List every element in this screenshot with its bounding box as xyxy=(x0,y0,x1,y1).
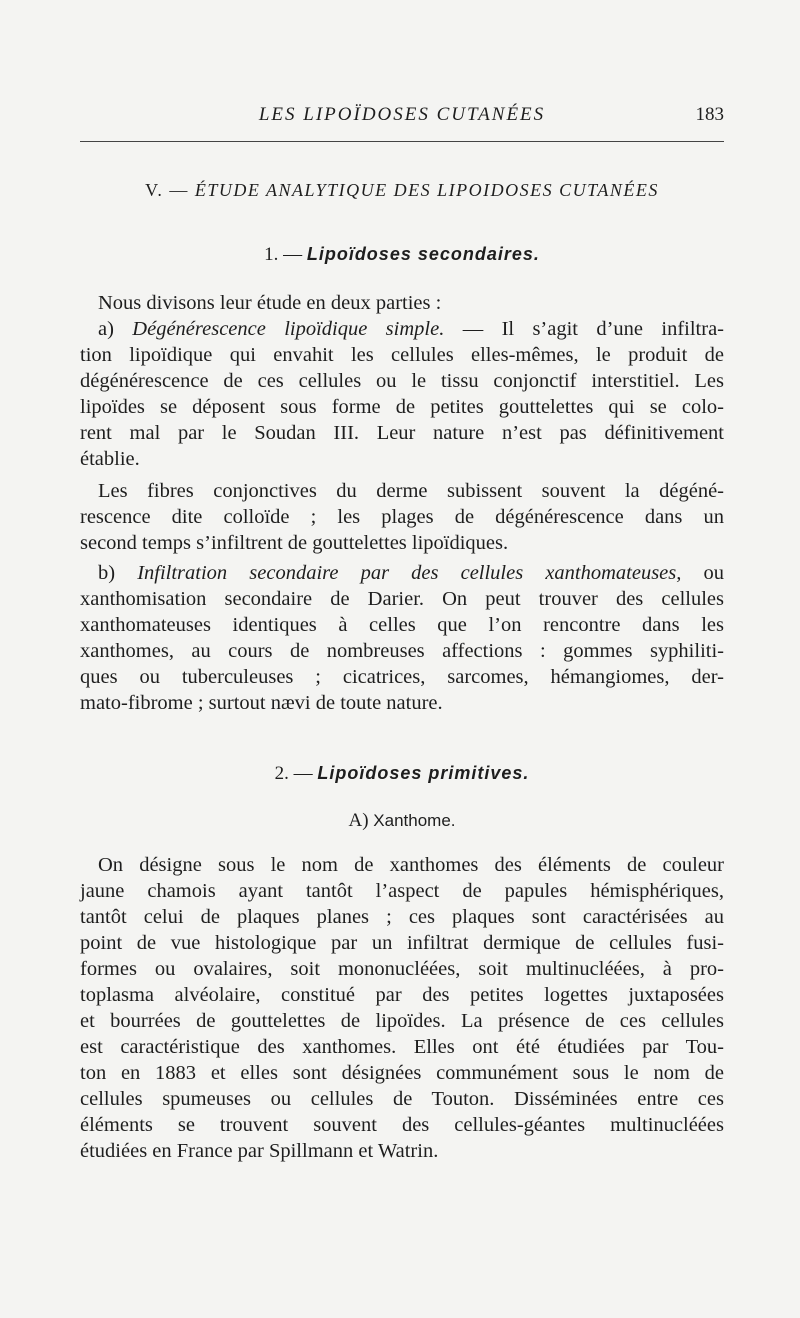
subsection-title: Xanthome. xyxy=(373,811,456,830)
text-line xyxy=(80,560,724,586)
running-head xyxy=(80,104,724,130)
item-term: Infiltration secondaire par des cellules xanthomateuses, xyxy=(137,562,682,584)
chapter-heading xyxy=(80,180,724,201)
text-line: lipoïdes se déposent sous forme de petites gouttelettes qui se colo- xyxy=(80,396,724,418)
paragraph-fibres xyxy=(80,478,724,556)
page-number: 183 xyxy=(695,104,724,125)
item-text: — Il s’agit d’une infiltra- xyxy=(444,318,724,340)
text-line: établie. xyxy=(80,448,140,470)
text-line: dégénérescence de ces cellules ou le tissu conjonctif interstitiel. Les xyxy=(80,370,724,392)
paragraph-xanthome xyxy=(80,852,724,1164)
section-title: Lipoïdoses primitives. xyxy=(317,763,530,783)
section-heading-1 xyxy=(80,244,724,266)
text-line: est caractéristique des xanthomes. Elles ont été étudiées par Tou- xyxy=(80,1036,724,1058)
item-term: Dégénérescence lipoïdique simple. xyxy=(132,318,445,340)
paragraph-b xyxy=(80,560,724,716)
text-line: éléments se trouvent souvent des cellules-géantes multinucléées xyxy=(80,1114,724,1136)
text-line: Les fibres conjonctives du derme subissent souvent la dégéné- xyxy=(98,480,724,502)
chapter-title: ÉTUDE ANALYTIQUE DES LIPOIDOSES CUTANÉES xyxy=(194,180,659,200)
text-line: xanthomisation secondaire de Darier. On peut trouver des cellules xyxy=(80,588,724,610)
text-line: ques ou tuberculeuses ; cicatrices, sarcomes, hémangiomes, der- xyxy=(80,666,724,688)
text-line: xanthomes, au cours de nombreuses affections : gommes syphiliti- xyxy=(80,640,724,662)
section-title: Lipoïdoses secondaires. xyxy=(306,244,540,264)
subsection-letter: A) xyxy=(348,810,369,831)
text-line: mato-fibrome ; surtout nævi de toute nature. xyxy=(80,692,443,714)
item-label: b) xyxy=(98,562,116,584)
text-line: tantôt celui de plaques planes ; ces plaques sont caractérisées au xyxy=(80,906,724,928)
header-rule xyxy=(80,141,724,142)
text-line: ton en 1883 et elles sont désignées communément sous le nom de xyxy=(80,1062,724,1084)
running-title: LES LIPOÏDOSES CUTANÉES xyxy=(258,104,546,125)
section-number: 1. — xyxy=(264,244,303,265)
text-line: point de vue histologique par un infiltrat dermique de cellules fusi- xyxy=(80,932,724,954)
text-line: On désigne sous le nom de xanthomes des éléments de couleur xyxy=(98,854,724,876)
text-line: second temps s’infiltrent de gouttelettes lipoïdiques. xyxy=(80,532,509,554)
section-heading-2 xyxy=(80,763,724,785)
text-line: tion lipoïdique qui envahit les cellules elles-mêmes, le produit de xyxy=(80,344,724,366)
text-line: toplasma alvéolaire, constitué par des petites logettes juxtaposées xyxy=(80,984,724,1006)
text-line: étudiées en France par Spillmann et Watrin. xyxy=(80,1140,439,1162)
text-line: rent mal par le Soudan III. Leur nature n’est pas définitivement xyxy=(80,422,724,444)
paragraph-intro xyxy=(80,290,724,316)
paragraph-a xyxy=(80,316,724,472)
text-line: Nous divisons leur étude en deux parties : xyxy=(98,292,442,314)
text-line: formes ou ovalaires, soit mononucléées, soit multinucléées, à pro- xyxy=(80,958,724,980)
chapter-number: V. — xyxy=(145,180,189,200)
section-number: 2. — xyxy=(274,763,313,784)
item-text: ou xyxy=(681,562,724,584)
text-line: et bourrées de gouttelettes de lipoïdes. La présence de ces cellules xyxy=(80,1010,724,1032)
subsection-heading xyxy=(80,810,724,832)
item-label: a) xyxy=(98,318,114,340)
text-line: jaune chamois ayant tantôt l’aspect de papules hémisphériques, xyxy=(80,880,724,902)
text-line: cellules spumeuses ou cellules de Touton. Disséminées entre ces xyxy=(80,1088,724,1110)
text-line: rescence dite colloïde ; les plages de dégénérescence dans un xyxy=(80,506,724,528)
text-line: xanthomateuses identiques à celles que l’on rencontre dans les xyxy=(80,614,724,636)
text-line xyxy=(80,316,724,342)
